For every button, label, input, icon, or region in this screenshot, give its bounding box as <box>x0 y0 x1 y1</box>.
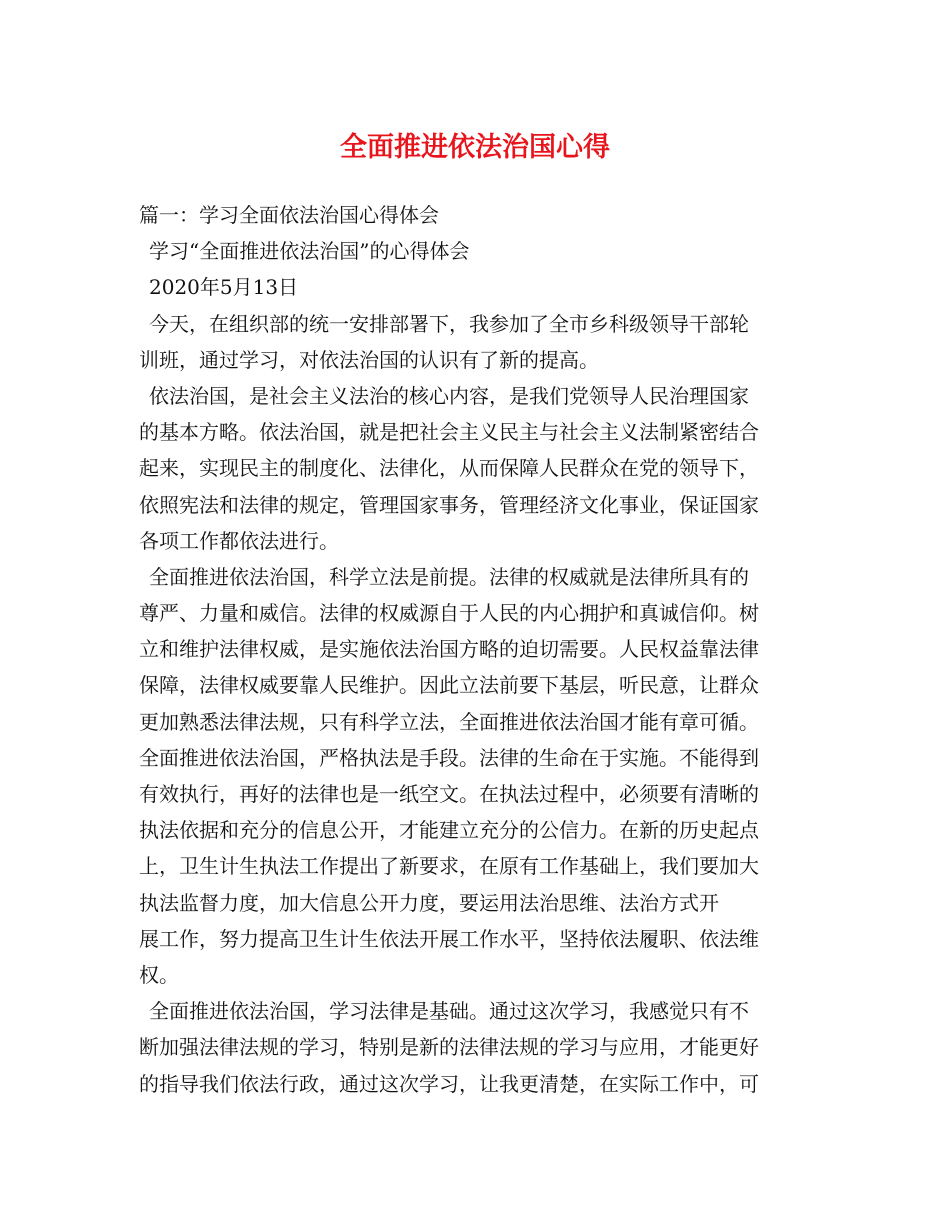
text-line: 立和维护法律权威，是实施依法治国方略的迫切需要。人民权益靠法律 <box>139 637 759 662</box>
text-line: 全面推进依法治国，严格执法是手段。法律的生命在于实施。不能得到 <box>139 745 759 770</box>
document-title: 全面推进依法治国心得 <box>340 132 610 163</box>
text-line: 篇一：学习全面依法治国心得体会 <box>139 203 439 227</box>
text-line: 依法治国，是社会主义法治的核心内容，是我们党领导人民治理国家 <box>149 383 749 408</box>
text-line: 起来，实现民主的制度化、法律化，从而保障人民群众在党的领导下， <box>139 456 759 481</box>
text-line: 学习“全面推进依法治国”的心得体会 <box>149 239 470 264</box>
text-line: 有效执行，再好的法律也是一纸空文。在执法过程中，必须要有清晰的 <box>139 782 759 806</box>
text-line: 全面推进依法治国，学习法律是基础。通过这次学习，我感觉只有不 <box>149 999 749 1024</box>
text-line: 的基本方略。依法治国，就是把社会主义民主与社会主义法制紧密结合 <box>139 420 759 445</box>
text-line: 2020年5月13日 <box>149 275 299 300</box>
text-line: 训班，通过学习，对依法治国的认识有了新的提高。 <box>139 347 599 372</box>
text-line: 尊严、力量和威信。法律的权威源自于人民的内心拥护和真诚信仰。树 <box>139 601 759 626</box>
text-line: 保障，法律权威要靠人民维护。因此立法前要下基层，听民意，让群众 <box>139 673 759 698</box>
text-line: 展工作，努力提高卫生计生依法开展工作水平，坚持依法履职、依法维 <box>139 926 759 951</box>
text-line: 的指导我们依法行政，通过这次学习，让我更清楚，在实际工作中，可 <box>139 1071 759 1096</box>
text-line: 执法监督力度，加大信息公开力度，要运用法治思维、法治方式开 <box>139 890 719 915</box>
text-line: 上，卫生计生执法工作提出了新要求，在原有工作基础上，我们要加大 <box>139 854 759 879</box>
text-line: 各项工作都依法进行。 <box>139 528 339 553</box>
text-line: 全面推进依法治国，科学立法是前提。法律的权威就是法律所具有的 <box>149 564 749 589</box>
text-line: 权。 <box>139 962 179 987</box>
text-line: 更加熟悉法律法规，只有科学立法，全面推进依法治国才能有章可循。 <box>139 709 759 734</box>
text-line: 断加强法律法规的学习，特别是新的法律法规的学习与应用，才能更好 <box>139 1035 759 1060</box>
text-line: 执法依据和充分的信息公开，才能建立充分的公信力。在新的历史起点 <box>139 818 759 843</box>
document-body <box>139 197 814 1102</box>
text-line: 依照宪法和法律的规定，管理国家事务，管理经济文化事业，保证国家 <box>139 492 759 517</box>
text-line: 今天，在组织部的统一安排部署下，我参加了全市乡科级领导干部轮 <box>149 311 749 336</box>
